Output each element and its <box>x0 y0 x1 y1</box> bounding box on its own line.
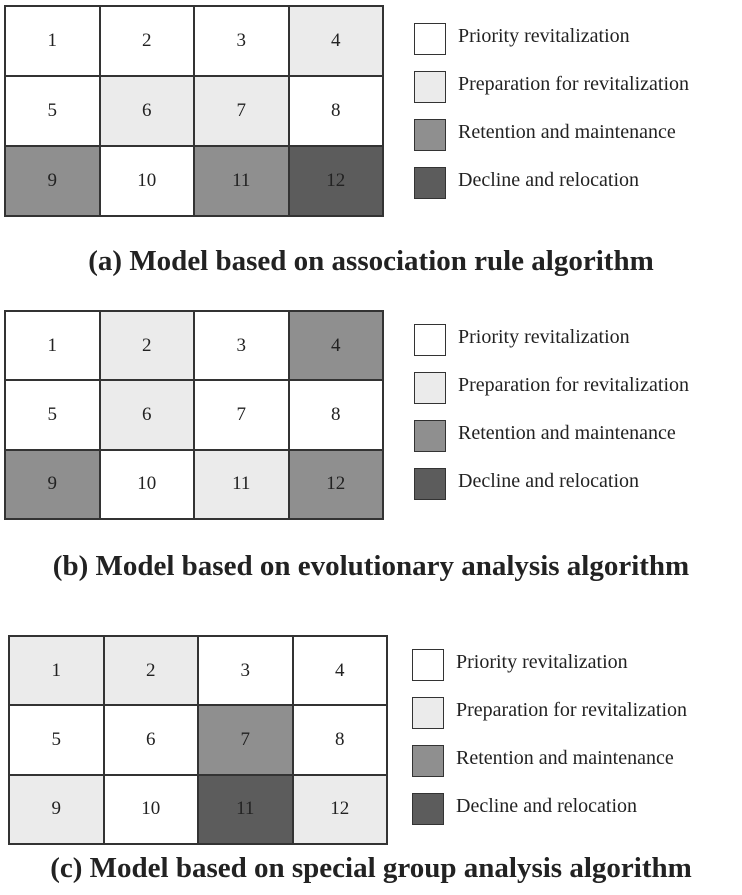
legend-label: Decline and relocation <box>458 470 640 492</box>
grid-cell: 5 <box>5 380 100 449</box>
swatch-decline <box>414 468 446 500</box>
swatch-decline <box>412 793 444 825</box>
grid-cell: 10 <box>100 146 195 216</box>
grid-cell: 2 <box>100 311 195 380</box>
grid-cell: 9 <box>5 146 100 216</box>
grid-cell: 1 <box>5 6 100 76</box>
grid-cell: 6 <box>104 705 199 774</box>
grid-cell: 1 <box>5 311 100 380</box>
grid-cell: 11 <box>194 450 289 519</box>
swatch-priority <box>414 23 446 55</box>
grid-cell: 3 <box>194 6 289 76</box>
legend-item-decline <box>414 161 740 209</box>
legend-a <box>414 17 740 209</box>
grid-cell: 10 <box>104 775 199 844</box>
grid-c <box>8 635 388 845</box>
grid-cell: 12 <box>289 450 384 519</box>
grid-cell: 4 <box>289 6 384 76</box>
grid-cell: 5 <box>5 76 100 146</box>
caption-b: (b) Model based on evolutionary analysis algorithm <box>52 550 690 582</box>
grid-cell: 7 <box>198 705 293 774</box>
legend-item-retention <box>412 739 738 787</box>
legend-item-retention <box>414 113 740 161</box>
legend-item-retention <box>414 414 740 462</box>
legend-label: Priority revitalization <box>456 651 628 673</box>
swatch-decline <box>414 167 446 199</box>
legend-item-prep <box>414 65 740 113</box>
grid-cell: 2 <box>104 636 199 705</box>
grid-cell: 3 <box>198 636 293 705</box>
legend-item-decline <box>412 787 738 835</box>
legend-label: Decline and relocation <box>456 795 638 817</box>
legend-label: Retention and maintenance <box>458 422 676 444</box>
grid-cell: 9 <box>9 775 104 844</box>
legend-c <box>412 643 738 835</box>
grid-cell: 10 <box>100 450 195 519</box>
grid-cell: 9 <box>5 450 100 519</box>
grid-cell: 5 <box>9 705 104 774</box>
grid-a <box>4 5 384 217</box>
grid-cell: 8 <box>293 705 388 774</box>
legend-label: Preparation for revitalization <box>456 699 688 721</box>
grid-cell: 12 <box>293 775 388 844</box>
grid-cell: 11 <box>194 146 289 216</box>
swatch-priority <box>414 324 446 356</box>
legend-item-prep <box>414 366 740 414</box>
caption-c: (c) Model based on special group analysis algorithm <box>50 852 692 884</box>
grid-cell: 3 <box>194 311 289 380</box>
legend-label: Retention and maintenance <box>456 747 674 769</box>
legend-label: Preparation for revitalization <box>458 374 690 396</box>
legend-item-priority <box>414 318 740 366</box>
swatch-retention <box>414 420 446 452</box>
legend-label: Priority revitalization <box>458 25 630 47</box>
swatch-prep <box>414 71 446 103</box>
grid-cell: 1 <box>9 636 104 705</box>
legend-label: Priority revitalization <box>458 326 630 348</box>
grid-cell: 4 <box>289 311 384 380</box>
legend-item-priority <box>414 17 740 65</box>
grid-b <box>4 310 384 520</box>
legend-label: Retention and maintenance <box>458 121 676 143</box>
grid-cell: 2 <box>100 6 195 76</box>
grid-cell: 12 <box>289 146 384 216</box>
swatch-prep <box>414 372 446 404</box>
grid-cell: 11 <box>198 775 293 844</box>
swatch-priority <box>412 649 444 681</box>
legend-item-decline <box>414 462 740 510</box>
grid-cell: 8 <box>289 380 384 449</box>
swatch-retention <box>412 745 444 777</box>
legend-label: Decline and relocation <box>458 169 640 191</box>
grid-cell: 8 <box>289 76 384 146</box>
legend-item-priority <box>412 643 738 691</box>
grid-cell: 4 <box>293 636 388 705</box>
grid-cell: 6 <box>100 380 195 449</box>
caption-a: (a) Model based on association rule algorithm <box>88 245 654 277</box>
legend-label: Preparation for revitalization <box>458 73 690 95</box>
legend-item-prep <box>412 691 738 739</box>
legend-b <box>414 318 740 510</box>
grid-cell: 7 <box>194 380 289 449</box>
swatch-prep <box>412 697 444 729</box>
grid-cell: 7 <box>194 76 289 146</box>
swatch-retention <box>414 119 446 151</box>
grid-cell: 6 <box>100 76 195 146</box>
